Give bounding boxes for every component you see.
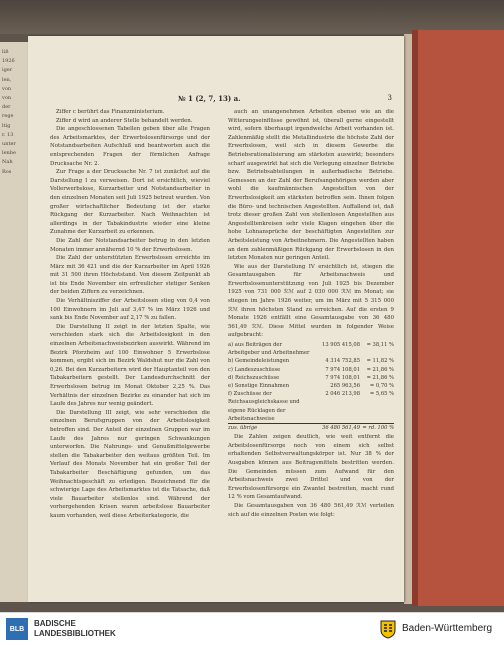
funding-label: d) Reichszuschüsse	[228, 374, 280, 381]
funding-total-row	[228, 424, 394, 433]
right-column-bottom-text	[228, 433, 394, 519]
page-header	[28, 94, 404, 106]
funding-row	[228, 390, 394, 423]
book-binding	[412, 30, 504, 606]
right-column-paragraph: auch an unangenehmen Arbeiten ebenso wie an die Witterungseinflüsse gewöhnt ist, überall gerne eingestellt wird, sofern überhaupt irgendwelche Arbeit vorhanden ist. Zahlenmäßig stellt die Metallindustrie die höchste Zahl der Erwerbslosen, weil sich in diesem Gewerbe die Betriebsrationalisierung am stärksten auswirkt; besonders scharf ausgewirkt hat sich die Verlegung einzelner Betriebe bzw. Betriebsabteilungen in außerbadische Betriebe. Gemessen an der Zahl der Berufsangehörigen werden aber wohl die kaufmännischen Angestellten von der Erwerbslosigkeit am stärksten betroffen sein. Ihnen folgen die Büro- und technischen Angestellten. Auffallend ist, daß trotz dieser großen Zahl von stellenlosen Angestellten aus Angestelltenkreisen sehr viele Klagen eingehen über die hohe Lohnansprüche der beschäftigten Angestellten zur Arbeitsleistung von Arbeitnehmern. Die Angestellten haben an dem zahlenmäßigen Rückgang der Erwerbslosen in den letzten Monaten nur geringen Anteil.	[228, 109, 394, 262]
issue-number: № 1 (2, 7, 13) a.	[178, 94, 241, 103]
left-column-paragraph: Die Darstellung III zeigt, wie sehr verschieden die einzelnen Berufsgruppen von der Arbeitslosigkeit betroffen sind. Der Anteil der einzelnen Gruppen war im Laufe des Jahres nur geringen Schwankungen unterworfen. Die Nahrungs- und Genußmittelgewerbe stellen die Tabakarbeiter den weitaus größten Teil. Im Verlauf des Monats November hat ein großer Teil der Tabakarbeiter Beschäftigung gefunden, um das Weihnachtsgeschäft zu erledigen. Bezeichnend für die schwierige Lage des Arbeitsmarktes ist die Tatsache, daß viele Bauarbeiter stellenlos sind. Während der vorhergehenden Krisen waren arbeitslose Bauarbeiter kaum vorhanden, weil diese Arbeiterkategorie, die	[50, 409, 210, 519]
funding-amount: 265 963,56	[330, 383, 360, 390]
previous-page-fragment: lenbe	[2, 150, 16, 157]
funding-total-pct: = rd. 100 %	[362, 425, 394, 432]
book-top-edge	[0, 0, 504, 34]
previous-page-fragment: von	[2, 95, 12, 102]
left-column-paragraph: Ziffer c berührt das Finanzministerium.	[56, 109, 165, 115]
left-column-paragraph: Ziffer d wird an anderer Stelle behandelt werden.	[56, 117, 193, 124]
funding-label: a) aus Beiträgen der Arbeitgeber und Arbeitnehmer	[228, 342, 310, 357]
previous-page-fragment: Nah	[2, 159, 13, 166]
left-column-paragraph: Die Zahl der unterstützten Erwerbslosen erreichte im März mit 36 421 und die der Kurzarbeiter im April 1926 mit 31 500 ihren Höchststand. Von diesem Zeitpunkt ab ist bis Ende November ein erfreulicher stetiger Senken der beiden Ziffern zu verzeichnen.	[50, 255, 210, 296]
library-name-line2: LANDESBIBLIOTHEK	[34, 629, 116, 638]
left-column-paragraph: Zur Frage a der Drucksache Nr. 7 ist zunächst auf die Darstellung I zu verweisen. Dort ist ersichtlich, wieviel Vollerwerbslose, Kurzarbeiter und Notstandsarbeiter in den einzelnen Monaten seit Juli 1925 betreut wurden. Von großer wirtschaftlicher Bedeutung ist der starke Rückgang der Kurzarbeiter. Nach Weihnachten ist allerdings in der Tabakindustrie wieder eine kleine Zunahme der Kurzarbeit zu erkennen.	[50, 169, 210, 236]
previous-page-fragment: der	[2, 104, 11, 111]
library-name[interactable]	[34, 619, 116, 639]
page-number: 3	[387, 94, 392, 102]
page-edge-stack	[404, 34, 412, 604]
left-column-paragraph: Die Darstellung II zeigt in der letzten Spalte, wie verschieden stark sich die Arbeitslosigkeit in den einzelnen Arbeitsnachweisbezirken auswirkt. Während im Bezirk Pforzheim auf 100 Einwohner 5 Erwerbslose kommen, ergibt sich im Bezirk Waldshut nur die Zahl von 0,26. Bei den Kurzarbeitern wird der Hauptanteil von den Tabakarbeitern gestellt. Der Landesdurchschnitt der Erwerbslosen betrug im Monat Oktober 2,25 %. Das Verhältnis der einzelnen Bezirke zu einander hat sich im Laufe des Jahres nur wenig geändert.	[50, 323, 210, 408]
previous-page-fragment: r. 13	[2, 131, 14, 138]
right-column-top-text	[228, 108, 394, 340]
funding-amount: 13 905 415,08	[322, 342, 360, 349]
previous-page-fragment: rege	[2, 113, 14, 120]
funding-pct: = 0,70 %	[369, 383, 394, 390]
funding-table	[228, 341, 394, 432]
funding-pct: = 11,82 %	[366, 358, 394, 365]
funding-row	[228, 357, 394, 365]
previous-page-fragment: ltig	[2, 122, 11, 129]
previous-page-fragment: iger	[2, 67, 13, 74]
funding-pct: = 38,11 %	[366, 342, 394, 349]
left-column-paragraph: Die Zahl der Notstandsarbeiter betrug in den letzten Monaten immer annähernd 10 % der Erwerbslosen.	[50, 237, 210, 253]
previous-page-fragment: 1926	[2, 58, 15, 65]
previous-page-fragment: von	[2, 85, 12, 92]
right-column-paragraph: Die Gesamtausgaben von 36 480 561,49 ℛℳ verteilen sich auf die einzelnen Posten wie folgt:	[228, 503, 394, 518]
right-column	[228, 108, 394, 519]
funding-amount: 7 974 108,01	[325, 366, 360, 373]
funding-pct: = 21,86 %	[366, 374, 394, 381]
funding-pct: = 21,86 %	[366, 366, 394, 373]
blb-logo[interactable]: BLB	[6, 618, 28, 640]
funding-total-label: zus. übrige	[228, 425, 258, 432]
library-name-line1: BADISCHE	[34, 619, 76, 628]
left-column-paragraph: Die angeschlossenen Tabellen geben über alle Fragen des Arbeitsmarktes, der Erwerbslosenfürsorge und der Notstandsarbeiten Aufschluß und beantworten auch die entsprechenden Fragen der förmlichen Anfrage Drucksache Nr. 2.	[50, 126, 210, 167]
funding-total-amount: 36 480 561,49	[322, 425, 360, 432]
funding-label: f) Zuschüsse der Reichsausgleichskasse und eigene Rücklagen der Arbeitsnachweise	[228, 390, 314, 423]
left-column-paragraph: Die Verhältnisziffer der Arbeitslosen stieg von 0,4 von 100 Einwohnern im Juli auf 3,47 % im März 1926 und sank bis Ende November auf 2,17 % zu fallen.	[50, 298, 210, 322]
footer-bar	[0, 612, 504, 645]
previous-page-fragment: unter	[2, 141, 16, 148]
bw-coat-of-arms-icon	[378, 619, 398, 639]
funding-label: b) Gemeindeleistungen	[228, 358, 290, 365]
funding-amount: 4 314 752,85	[325, 358, 360, 365]
funding-pct: = 5,65 %	[360, 390, 394, 423]
previous-page-fragment: Ros	[2, 168, 12, 175]
funding-row	[228, 374, 394, 382]
previous-page-fragment: len,	[2, 76, 12, 83]
document-page	[28, 36, 404, 602]
funding-row	[228, 341, 394, 357]
previous-page-edge	[0, 42, 29, 602]
funding-label: e) Sonstige Einnahmen	[228, 383, 290, 390]
funding-label: c) Landeszuschüsse	[228, 366, 281, 373]
right-column-paragraph: Die Zahlen zeigen deutlich, wie weit entfernt die Arbeitslosenfürsorge noch von einem sich selbst erhaltenden Selbstverwaltungskörper ist. Nur 38 % der Ausgaben können aus Beitragsmitteln bestritten werden. Die Gemeinden müssen zum Aufwand für den Arbeitsnachweis zwei Drittel und von der Erwerbslosenfürsorge ein Zwantel bestreiten, macht rund 12 % vom Gesamtaufwand.	[228, 434, 394, 501]
left-column	[50, 108, 210, 521]
right-column-paragraph: Wie aus der Darstellung IV ersichtlich ist, stiegen die Gesamtausgaben für Arbeitsnachweis und Erwerbslosenunterstützung von Juli 1925 bis Dezember 1925 von 731 000 ℛℳ auf 2 030 000 ℛℳ im Monat; sie stiegen im Jahre 1926 weiter, um im März mit 5 315 000 ℛℳ ihren höchsten Stand zu erreichen. Auf die ersten 9 Monate 1926 entfällt eine Gesamtausgabe von 36 480 561,49 ℛℳ. Diese Mittel wurden in folgender Weise aufgebracht:	[228, 263, 394, 339]
previous-page-fragments	[0, 42, 28, 177]
previous-page-fragment: liß	[2, 49, 9, 55]
funding-amount: 7 974 108,01	[325, 374, 360, 381]
funding-amount: 2 046 213,98	[314, 390, 360, 423]
state-name[interactable]: Baden-Württemberg	[402, 623, 493, 634]
funding-row	[228, 382, 394, 390]
funding-row	[228, 366, 394, 374]
